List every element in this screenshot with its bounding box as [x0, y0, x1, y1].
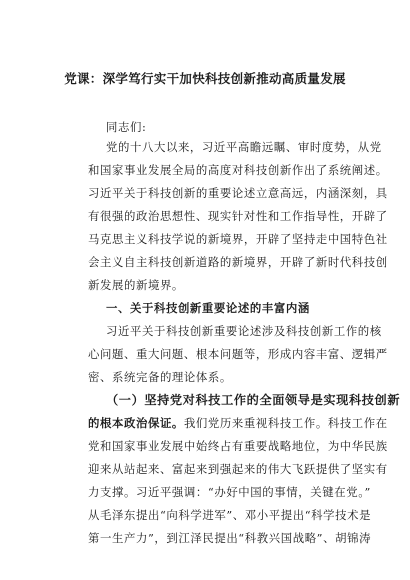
subsection-heading: （一）坚持党对科技工作的全面领导是实现科技创新 [106, 393, 401, 407]
paragraph-line: 有很强的政治思想性、现实针对性和工作指导性，开辟了 [88, 209, 388, 223]
salutation: 同志们: [106, 120, 147, 134]
paragraph-line: 习近平关于科技创新的重要论述立意高远，内涵深刻，具 [88, 186, 388, 200]
paragraph-line: 密、系统完备的理论体系。 [88, 370, 232, 384]
paragraph-line: 力支撑。习近平强调：“办好中国的事情，关键在党。” [88, 485, 371, 499]
paragraph-line: 从毛泽东提出“向科学进军”、邓小平提出“科学技术是 [88, 508, 372, 522]
paragraph-line: 第一生产力”，到江泽民提出“科教兴国战略”、胡锦涛 [88, 531, 372, 545]
paragraph-line: 会主义自主科技创新道路的新境界，开辟了新时代科技创 [88, 255, 388, 269]
paragraph-text: 我们党历来重视科技工作。科技工作在 [183, 416, 388, 430]
paragraph-line: 和国家事业发展全局的高度对科技创新作出了系统阐述。 [88, 163, 388, 177]
section-heading: 一、关于科技创新重要论述的丰富内涵 [106, 301, 310, 315]
paragraph-line: 习近平关于科技创新重要论述涉及科技创新工作的核 [106, 324, 382, 338]
paragraph-line: 党的十八大以来，习近平高瞻远瞩、审时度势，从党 [106, 140, 382, 154]
paragraph-line: 党和国家事业发展中始终占有重要战略地位，为中华民族 [88, 439, 388, 453]
paragraph-line [88, 412, 388, 434]
paragraph-line: 新发展的新境界。 [88, 278, 184, 292]
document-title: 党课：深学笃行实干加快科技创新推动高质量发展 [64, 71, 346, 86]
paragraph-line: 心问题、重大问题、根本问题等，形成内容丰富、逻辑严 [88, 347, 388, 361]
paragraph-line: 迎来从站起来、富起来到强起来的伟大飞跃提供了坚实有 [88, 462, 388, 476]
subsection-heading-tail: 的根本政治保证。 [88, 416, 184, 430]
paragraph-line: 马克思主义科技学说的新境界，开辟了坚持走中国特色社 [88, 232, 388, 246]
